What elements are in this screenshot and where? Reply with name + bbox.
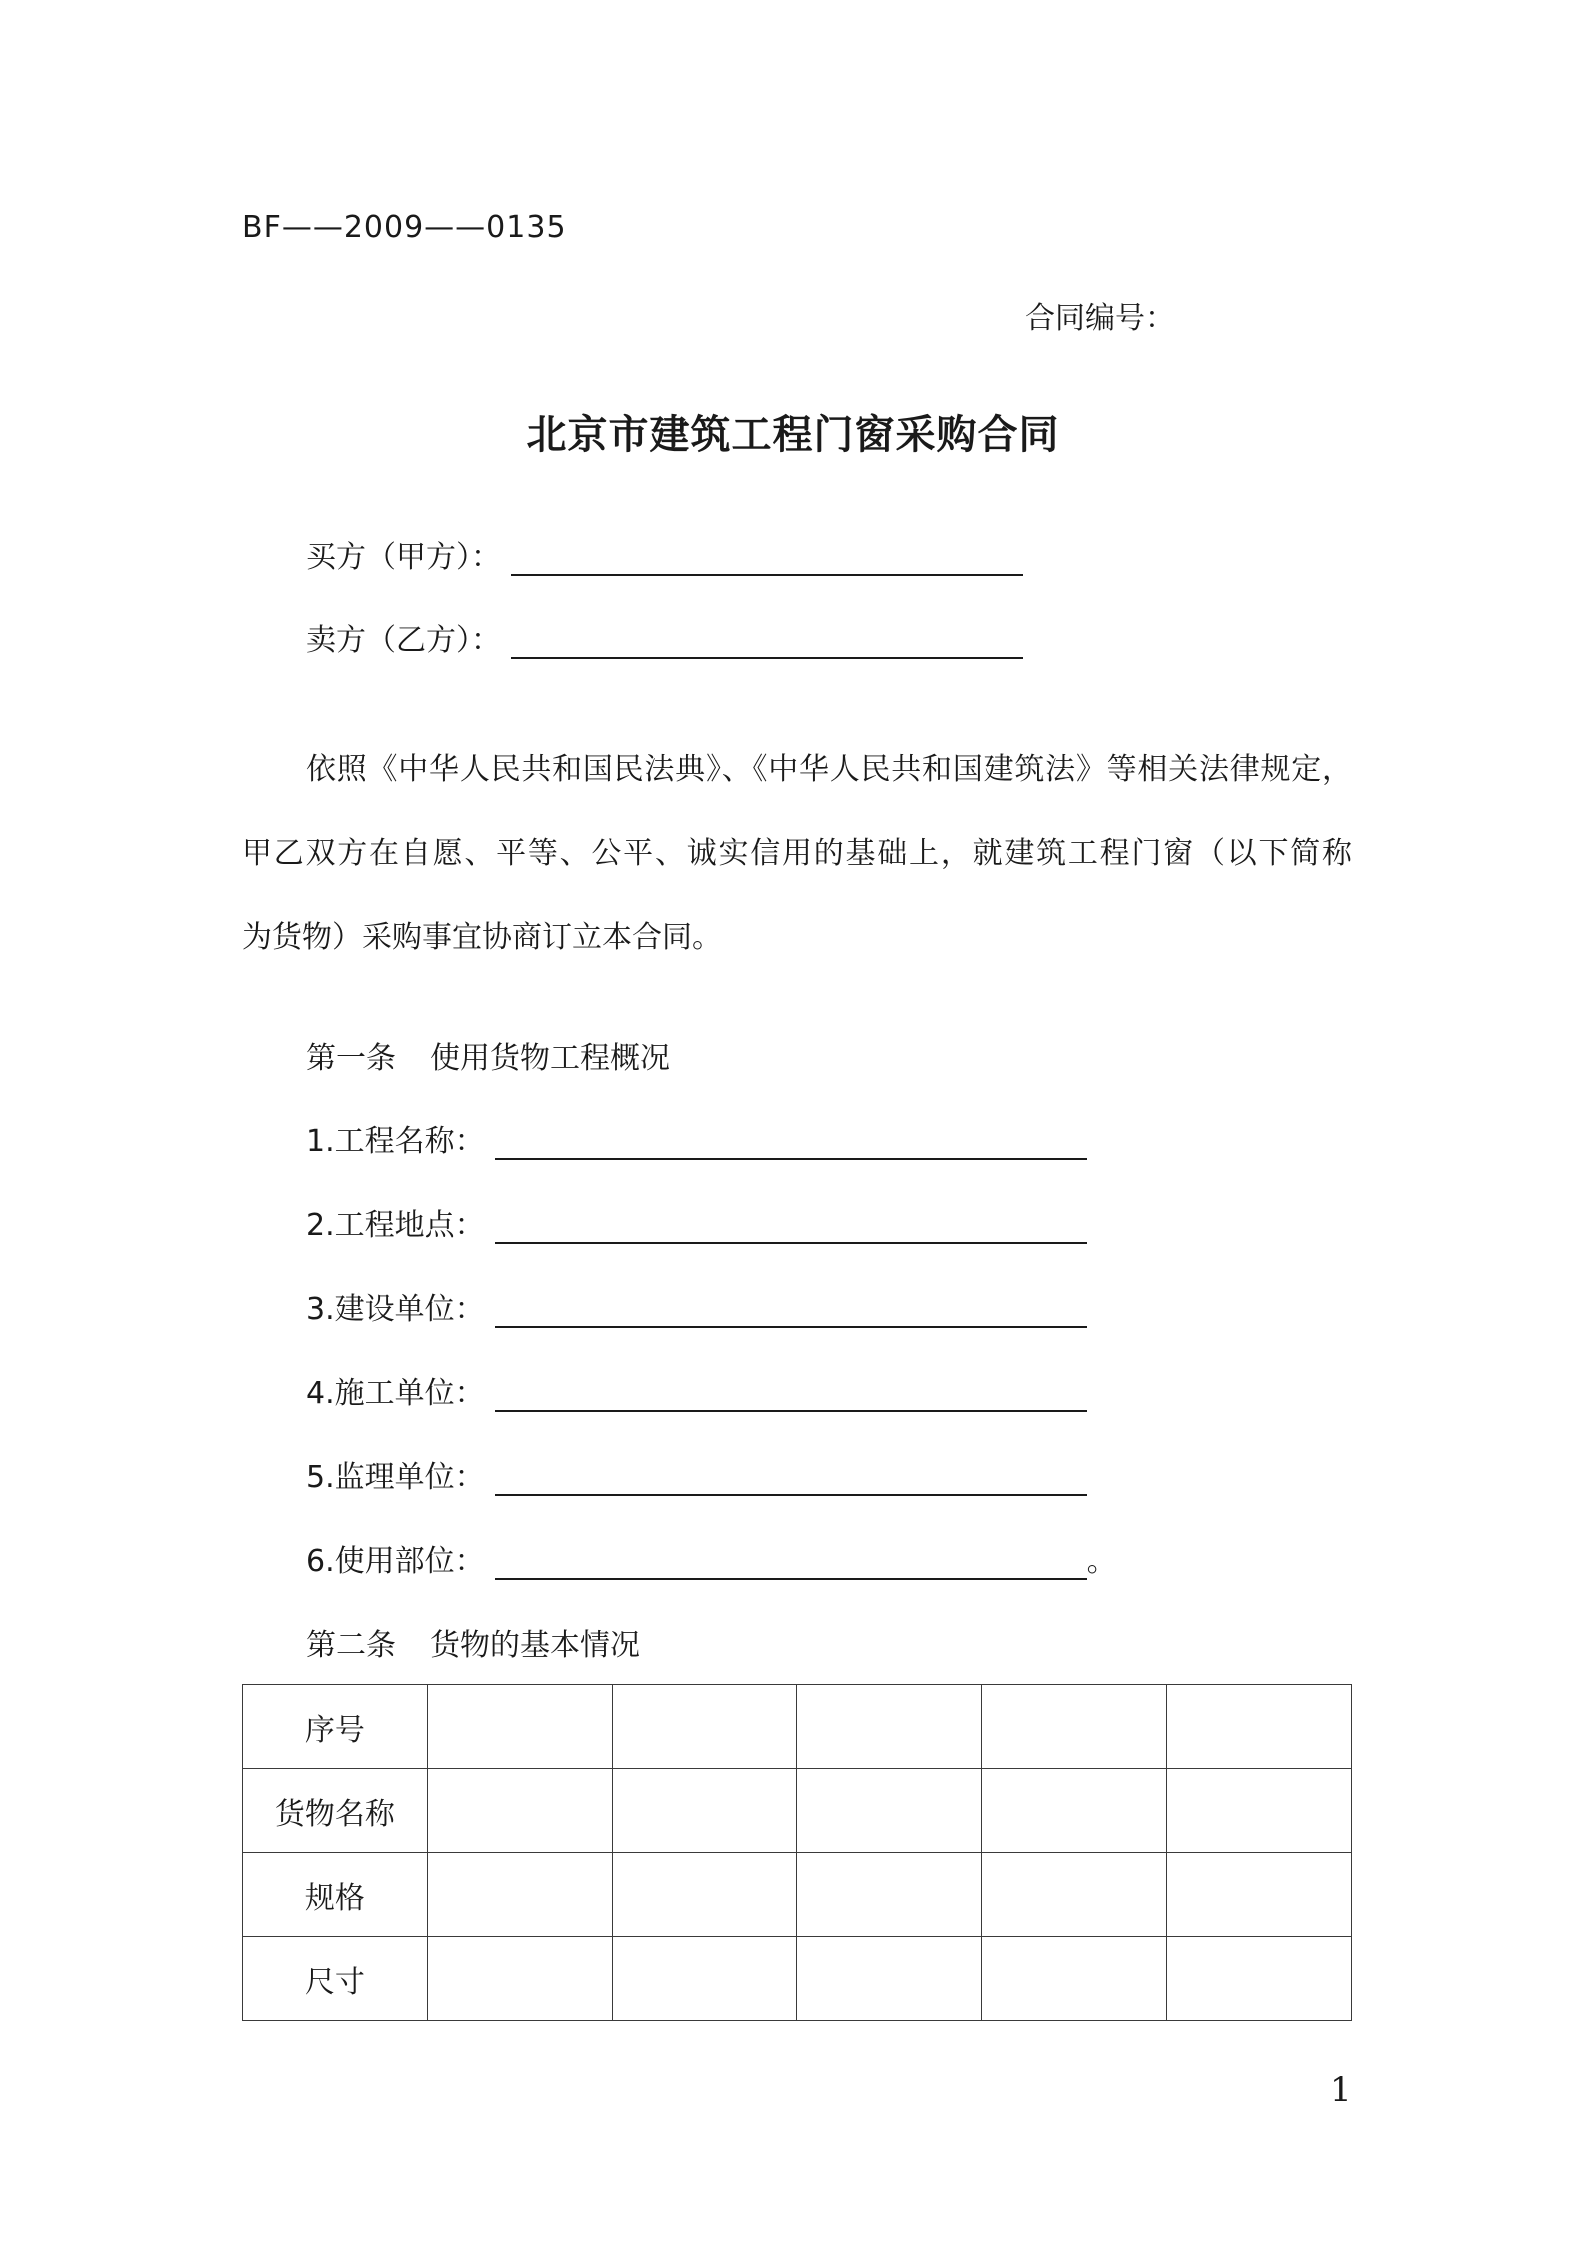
seller-input-line[interactable]	[511, 617, 1023, 659]
field-project-name	[306, 1116, 1087, 1160]
project-location-input-line[interactable]	[495, 1202, 1087, 1244]
field-label: 2.工程地点：	[306, 1208, 485, 1243]
article-2-title: 货物的基本情况	[430, 1628, 640, 1663]
table-cell[interactable]	[982, 1685, 1167, 1769]
preamble-paragraph	[242, 728, 1352, 980]
table-cell[interactable]	[427, 1937, 612, 2021]
goods-table	[242, 1684, 1352, 2021]
row-header-goods-name: 货物名称	[243, 1769, 428, 1853]
table-cell[interactable]	[797, 1685, 982, 1769]
table-row	[243, 1937, 1352, 2021]
table-cell[interactable]	[612, 1853, 797, 1937]
preamble-line-2: 甲乙双方在自愿、平等、公平、诚实信用的基础上，就建筑工程门窗（以下简称	[242, 836, 1352, 871]
preamble-line-3: 为货物）采购事宜协商订立本合同。	[242, 920, 722, 955]
table-row	[243, 1853, 1352, 1937]
usage-location-input-line[interactable]	[495, 1538, 1087, 1580]
seller-row	[306, 615, 1023, 659]
field-label: 6.使用部位：	[306, 1544, 485, 1579]
contract-number-label: 合同编号：	[1025, 301, 1175, 336]
row-header-specification: 规格	[243, 1853, 428, 1937]
article-1-heading	[306, 1033, 670, 1077]
buyer-row	[306, 532, 1023, 576]
row-header-serial: 序号	[243, 1685, 428, 1769]
table-cell[interactable]	[1167, 1685, 1352, 1769]
table-cell[interactable]	[982, 1853, 1167, 1937]
field-supervision-unit	[306, 1452, 1087, 1496]
field-construction-unit	[306, 1284, 1087, 1328]
field-usage-location	[306, 1536, 1117, 1580]
document-code: BF——2009——0135	[242, 210, 567, 245]
article-1-title: 使用货物工程概况	[430, 1041, 670, 1076]
field-label: 5.监理单位：	[306, 1460, 485, 1495]
seller-label: 卖方（乙方）：	[306, 623, 501, 658]
page-title: 北京市建筑工程门窗采购合同	[526, 412, 1060, 458]
supervision-unit-input-line[interactable]	[495, 1454, 1087, 1496]
article-2-heading	[306, 1620, 640, 1664]
table-cell[interactable]	[982, 1769, 1167, 1853]
table-cell[interactable]	[797, 1769, 982, 1853]
table-cell[interactable]	[612, 1685, 797, 1769]
buyer-input-line[interactable]	[511, 534, 1023, 576]
table-cell[interactable]	[427, 1853, 612, 1937]
field-project-location	[306, 1200, 1087, 1244]
table-cell[interactable]	[797, 1937, 982, 2021]
page-number: 1	[1330, 2070, 1352, 2110]
table-cell[interactable]	[1167, 1937, 1352, 2021]
table-cell[interactable]	[1167, 1769, 1352, 1853]
field-label: 3.建设单位：	[306, 1292, 485, 1327]
article-2-number: 第二条	[306, 1628, 396, 1663]
buyer-label: 买方（甲方）：	[306, 540, 501, 575]
table-cell[interactable]	[612, 1937, 797, 2021]
row-header-size: 尺寸	[243, 1937, 428, 2021]
table-row	[243, 1685, 1352, 1769]
article-1-number: 第一条	[306, 1041, 396, 1076]
preamble-line-1: 依照《中华人民共和国民法典》、《中华人民共和国建筑法》等相关法律规定，	[306, 752, 1352, 787]
field-end-punctuation: 。	[1086, 1544, 1117, 1579]
field-builder-unit	[306, 1368, 1087, 1412]
table-cell[interactable]	[612, 1769, 797, 1853]
table-row	[243, 1769, 1352, 1853]
table-cell[interactable]	[797, 1853, 982, 1937]
table-cell[interactable]	[982, 1937, 1167, 2021]
table-cell[interactable]	[427, 1685, 612, 1769]
construction-unit-input-line[interactable]	[495, 1286, 1087, 1328]
table-cell[interactable]	[427, 1769, 612, 1853]
table-cell[interactable]	[1167, 1853, 1352, 1937]
builder-unit-input-line[interactable]	[495, 1370, 1087, 1412]
field-label: 1.工程名称：	[306, 1124, 485, 1159]
project-name-input-line[interactable]	[495, 1118, 1087, 1160]
field-label: 4.施工单位：	[306, 1376, 485, 1411]
